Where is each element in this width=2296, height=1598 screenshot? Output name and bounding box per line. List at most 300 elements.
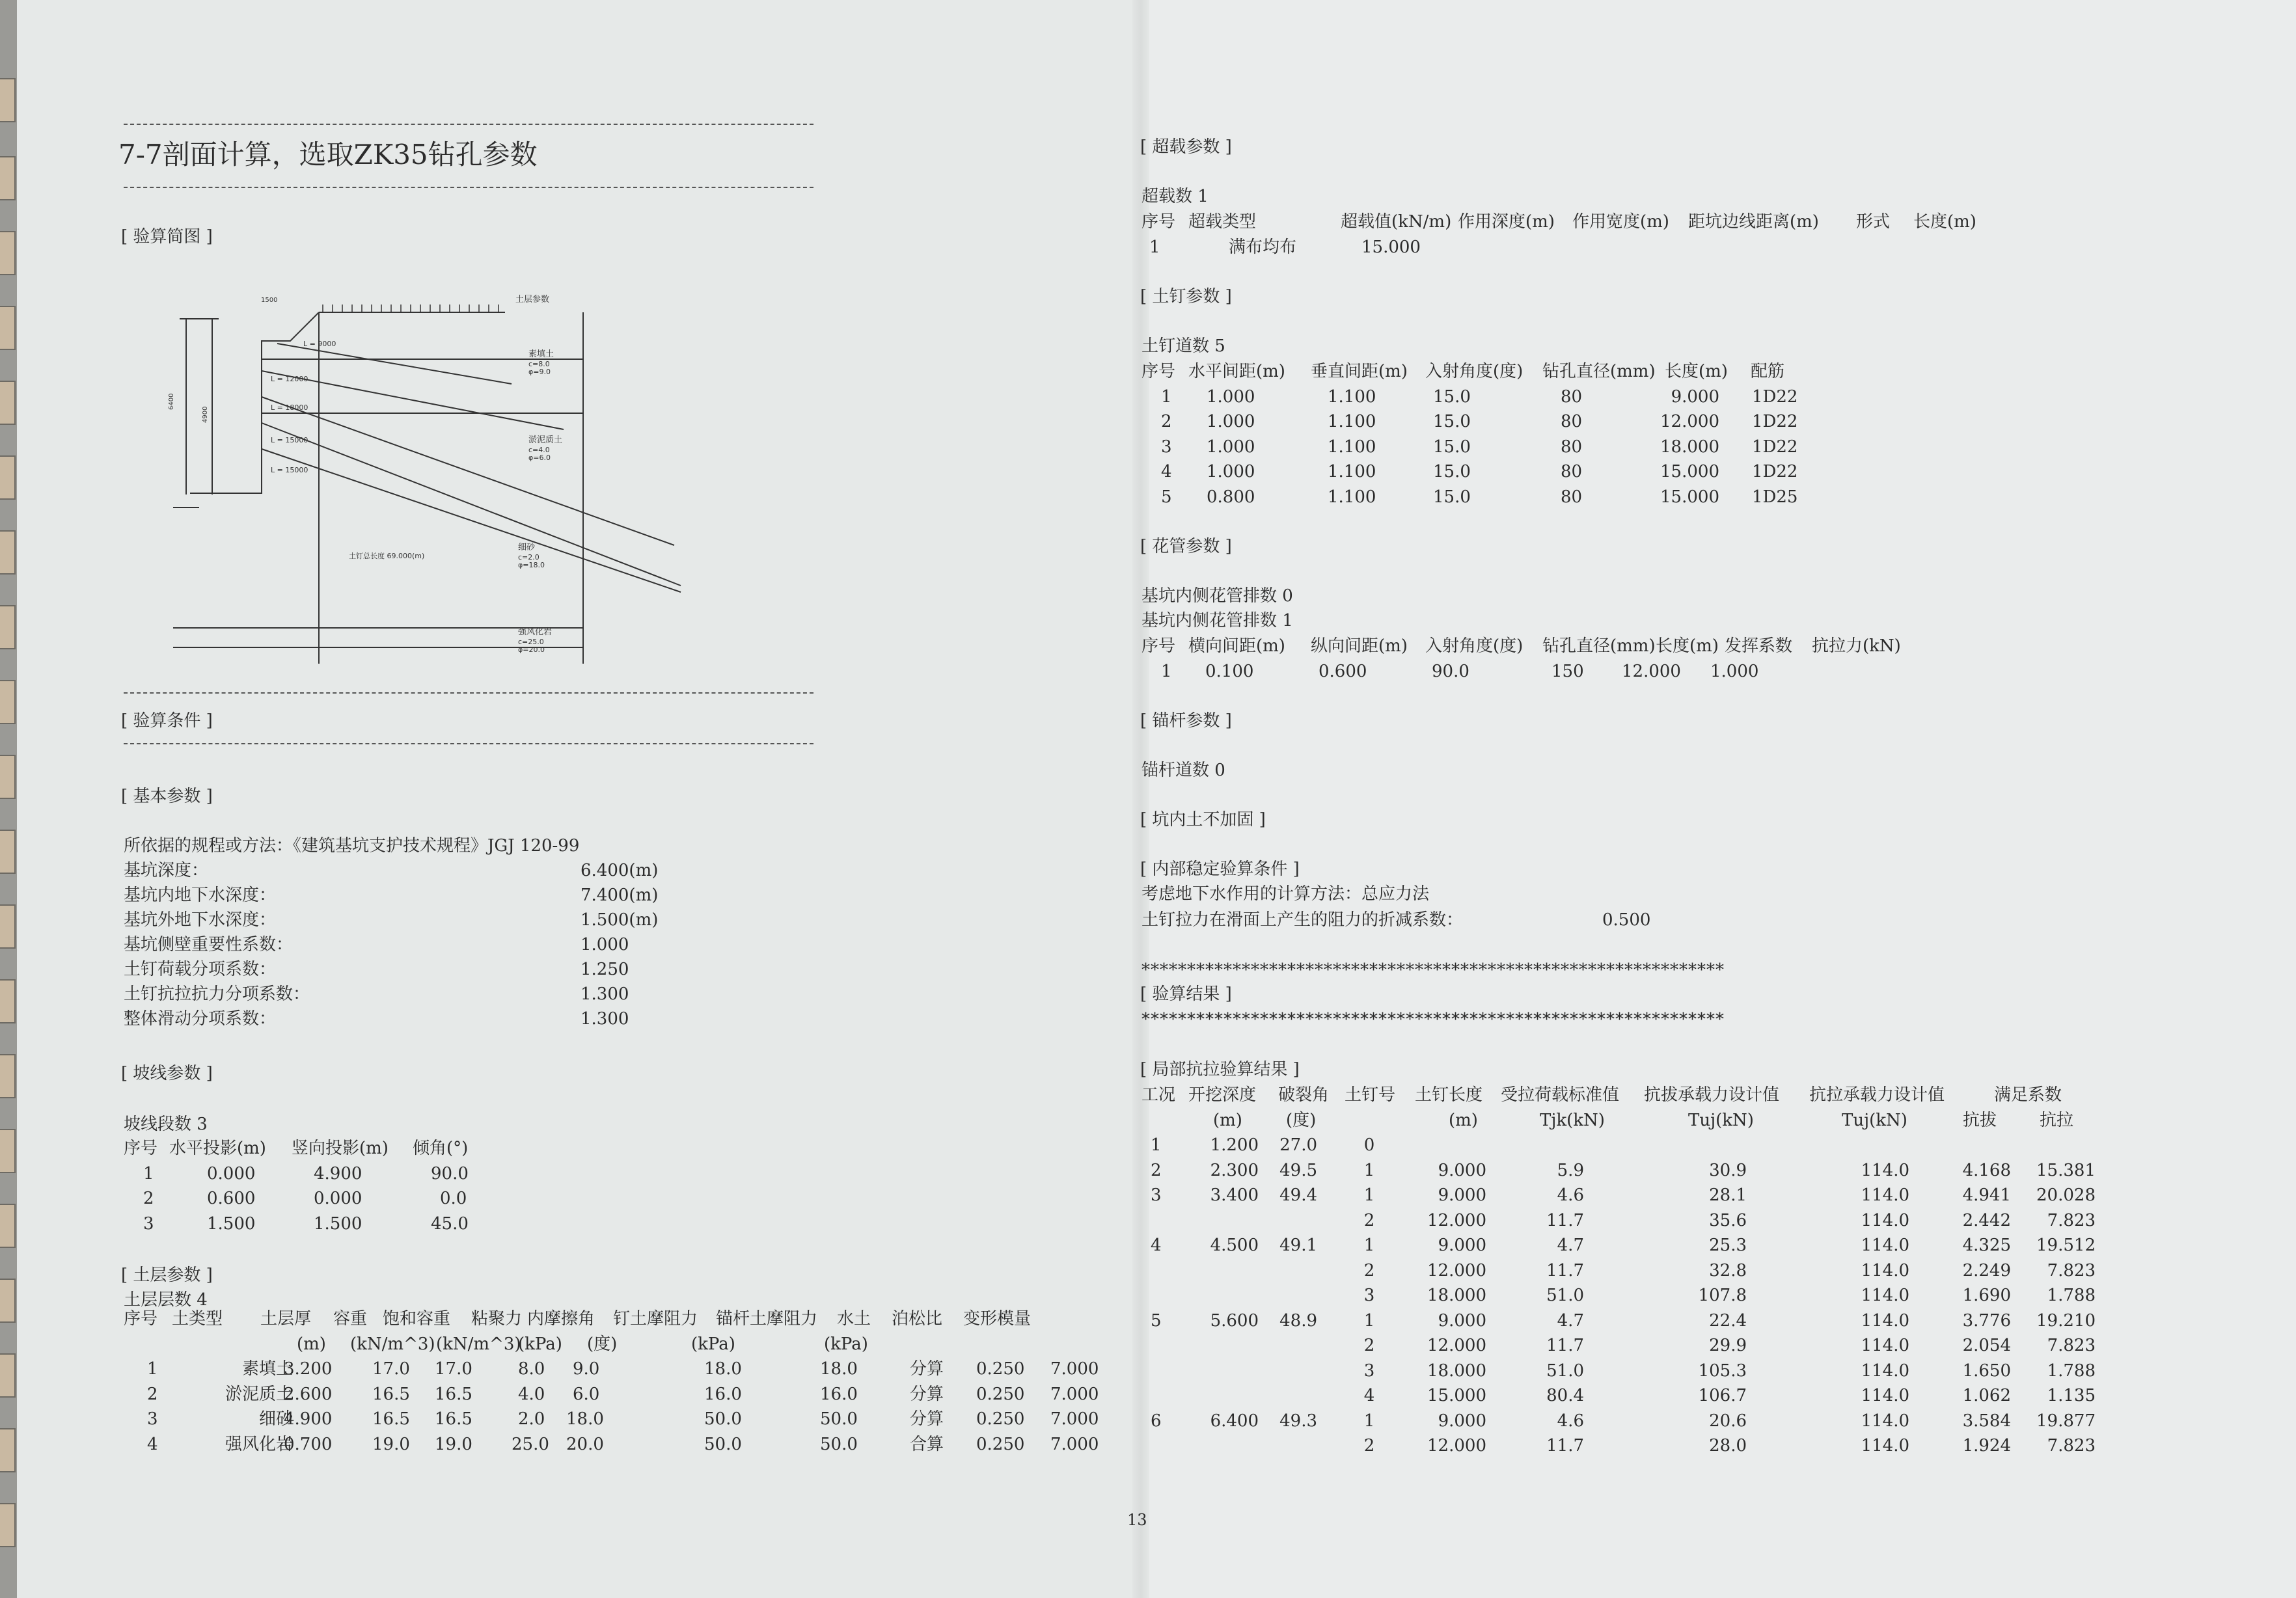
table-row <box>1141 1333 2118 1359</box>
table-cell: 7.000 <box>1050 1409 1099 1429</box>
table-cell: 11.7 <box>1546 1436 1584 1456</box>
table-cell: 20.028 <box>2036 1185 2096 1205</box>
table-cell: 1.788 <box>2047 1361 2096 1381</box>
table-cell: 4.7 <box>1557 1310 1584 1331</box>
table-cell: 114.0 <box>1861 1286 1909 1305</box>
pipe-table <box>1141 634 1922 684</box>
table-cell: 6.400 <box>1210 1411 1259 1431</box>
table-row <box>1141 235 2053 260</box>
table-cell: 7.823 <box>2047 1436 2096 1456</box>
table-cell: 114.0 <box>1861 1336 1909 1355</box>
table-cell: 4.500 <box>1210 1236 1259 1255</box>
column-header: 抗拉力(kN) <box>1812 636 1901 656</box>
table-cell: 7.000 <box>1050 1434 1099 1454</box>
table-cell: 满布均布 <box>1229 237 1297 257</box>
table-cell: 7.823 <box>2047 1210 2096 1230</box>
column-header: 竖向投影(m) <box>292 1139 389 1158</box>
table-cell: 50.0 <box>820 1409 858 1429</box>
table-cell: 49.1 <box>1279 1236 1317 1255</box>
table-cell: 4.6 <box>1557 1185 1584 1205</box>
column-header: 超载类型 <box>1188 212 1257 232</box>
nail-table <box>1141 359 1922 509</box>
right-page <box>1127 0 2296 1598</box>
table-cell: 4.900 <box>284 1409 333 1429</box>
table-cell: 5.600 <box>1210 1310 1259 1331</box>
table-header-row <box>124 1136 514 1161</box>
table-cell: 50.0 <box>820 1434 858 1454</box>
column-header: 入射角度(度) <box>1425 636 1524 656</box>
table-cell: 2.0 <box>518 1409 545 1429</box>
table-cell: 4.0 <box>518 1384 545 1404</box>
conditions-section-heading: [ 验算条件 ] <box>121 711 213 731</box>
table-cell: 6.0 <box>573 1384 600 1404</box>
table-cell: 32.8 <box>1709 1260 1747 1280</box>
table-cell: 2 <box>143 1189 154 1208</box>
table-cell: 1.100 <box>1328 386 1376 407</box>
table-cell: 15.0 <box>1433 412 1471 431</box>
table-cell: 4.900 <box>314 1163 362 1184</box>
nail-section-heading: [ 土钉参数 ] <box>1140 287 1232 306</box>
slope-table <box>124 1136 514 1236</box>
diagram-top-label: 土层参数 <box>515 295 550 305</box>
diagram-layer4-c: c=25.0 <box>518 638 544 646</box>
table-cell: 114.0 <box>1861 1411 1909 1431</box>
column-header: 土钉长度 <box>1415 1085 1483 1105</box>
table-row <box>1141 1233 2118 1258</box>
anchor-count: 锚杆道数 0 <box>1141 761 1225 780</box>
stability-reduce-label: 土钉拉力在滑面上产生的阻力的折减系数： <box>1141 910 1464 930</box>
table-header-row <box>124 1307 1113 1332</box>
table-cell: 9.0 <box>573 1359 600 1379</box>
table-cell: 105.3 <box>1698 1361 1747 1381</box>
table-cell: 17.0 <box>372 1359 410 1379</box>
pipe-outer-count: 基坑内侧花管排数 1 <box>1141 611 1293 630</box>
surcharge-section-heading: [ 超载参数 ] <box>1140 137 1232 157</box>
table-cell: 3 <box>1363 1286 1375 1305</box>
table-cell: 12.000 <box>1427 1210 1486 1230</box>
column-header: 粘聚力 <box>471 1309 523 1329</box>
table-row <box>124 1212 514 1237</box>
table-cell: 1 <box>1161 386 1172 407</box>
table-row <box>124 1186 514 1212</box>
table-cell: 80 <box>1561 412 1583 431</box>
column-header: (kPa) <box>691 1334 735 1354</box>
column-header: 横向间距(m) <box>1188 636 1285 656</box>
basic-param-label: 基坑侧壁重要性系数： <box>124 935 294 955</box>
table-cell: 114.0 <box>1861 1386 1909 1405</box>
column-header: Tjk(kN) <box>1540 1110 1605 1130</box>
column-header: (kPa) <box>824 1334 868 1354</box>
column-header: 内摩擦角 <box>527 1309 595 1329</box>
table-cell: 2 <box>1161 412 1172 431</box>
table-cell: 0.250 <box>976 1434 1025 1454</box>
table-row <box>1141 409 1922 435</box>
table-cell: 1.100 <box>1328 437 1376 457</box>
column-header: 序号 <box>1141 636 1176 656</box>
column-header: (度) <box>1286 1110 1317 1130</box>
table-cell: 0.000 <box>207 1163 256 1184</box>
table-cell: 18.000 <box>1427 1286 1486 1305</box>
table-cell: 1 <box>1151 1135 1162 1155</box>
column-header: (kN/m^3) <box>436 1334 521 1354</box>
table-cell: 16.5 <box>372 1409 410 1429</box>
column-header: 作用深度(m) <box>1458 212 1555 232</box>
basic-param-value: 1.500(m) <box>581 910 659 930</box>
table-row <box>124 1161 514 1187</box>
table-cell: 15.381 <box>2036 1160 2096 1180</box>
column-header: 土钉号 <box>1345 1085 1396 1105</box>
table-cell: 1.000 <box>1207 437 1255 457</box>
table-cell: 18.0 <box>704 1359 742 1379</box>
column-header: 水平间距(m) <box>1188 362 1285 381</box>
left-page <box>17 0 1149 1598</box>
column-header: 倾角(°) <box>413 1139 469 1158</box>
table-cell: 25.3 <box>1709 1236 1747 1255</box>
column-header: 纵向间距(m) <box>1311 636 1408 656</box>
table-cell: 7.000 <box>1050 1359 1099 1379</box>
table-cell: 1 <box>147 1359 158 1379</box>
anchor-section-heading: [ 锚杆参数 ] <box>1140 711 1232 731</box>
table-cell: 90.0 <box>431 1163 469 1184</box>
table-cell: 2 <box>1363 1260 1375 1280</box>
table-cell: 0.0 <box>440 1189 467 1208</box>
nail-label-1: L = 9000 <box>303 340 336 348</box>
table-row <box>1141 1383 2118 1409</box>
column-header: 长度(m) <box>1656 636 1719 656</box>
page-title: 7-7剖面计算，选取ZK35钻孔参数 <box>118 139 538 170</box>
table-cell: 9.000 <box>1671 386 1719 407</box>
nail-count: 土钉道数 5 <box>1141 336 1225 356</box>
table-cell: 4 <box>1151 1236 1162 1255</box>
diagram-layer3-c: c=2.0 <box>518 553 540 562</box>
table-cell: 2.300 <box>1210 1160 1259 1180</box>
table-cell: 29.9 <box>1709 1336 1747 1355</box>
column-header: (m) <box>1449 1110 1478 1130</box>
table-cell: 16.5 <box>372 1384 410 1404</box>
basic-param-label: 基坑内地下水深度： <box>124 886 277 905</box>
table-row <box>1141 1208 2118 1234</box>
diagram-layer3: 细砂 <box>518 543 536 552</box>
basic-param-label: 土钉荷载分项系数： <box>124 960 277 979</box>
table-cell: 19.210 <box>2036 1310 2096 1331</box>
table-cell: 15.0 <box>1433 487 1471 507</box>
column-header: 作用宽度(m) <box>1572 212 1669 232</box>
table-cell: 1.000 <box>1710 661 1759 681</box>
column-header: 配筋 <box>1751 362 1785 381</box>
table-cell: 1.000 <box>1207 386 1255 407</box>
table-cell: 3 <box>147 1409 158 1429</box>
column-header: 泊松比 <box>892 1309 943 1329</box>
column-header: 超载值(kN/m) <box>1341 212 1452 232</box>
table-cell: 114.0 <box>1861 1436 1909 1456</box>
table-row <box>1141 1158 2118 1184</box>
column-header: (m) <box>297 1334 326 1354</box>
table-row <box>1141 1409 2118 1434</box>
table-row <box>1141 1433 2118 1459</box>
column-header: 满足系数 <box>1994 1085 2062 1105</box>
table-cell: 114.0 <box>1861 1210 1909 1230</box>
column-header: 抗拉承载力设计值 <box>1809 1085 1945 1105</box>
table-row <box>124 1357 1113 1382</box>
table-cell: 9.000 <box>1438 1185 1486 1205</box>
table-cell: 16.0 <box>820 1384 858 1404</box>
basic-param-label: 土钉抗拉抗力分项系数： <box>124 984 310 1004</box>
table-cell: 0.000 <box>314 1189 362 1208</box>
table-cell: 80.4 <box>1546 1386 1584 1405</box>
table-cell: 28.0 <box>1709 1436 1747 1456</box>
table-cell: 5 <box>1151 1310 1162 1331</box>
column-header: Tuj(kN) <box>1688 1110 1754 1130</box>
table-cell: 合算 <box>910 1434 944 1454</box>
table-cell: 1 <box>143 1163 154 1184</box>
column-header: 长度(m) <box>1913 212 1976 232</box>
table-header-row <box>1141 634 1922 659</box>
pit-section-heading: [ 坑内土不加固 ] <box>1140 810 1266 830</box>
table-cell: 0.250 <box>976 1359 1025 1379</box>
table-cell: 4.941 <box>1962 1185 2011 1205</box>
table-cell: 20.0 <box>566 1434 604 1454</box>
basic-param-label: 整体滑动分项系数： <box>124 1009 277 1029</box>
table-cell: 15.000 <box>1660 487 1719 507</box>
column-header: 水土 <box>837 1309 871 1329</box>
table-cell: 114.0 <box>1861 1160 1909 1180</box>
table-header-row <box>1141 210 2053 235</box>
table-cell: 7.823 <box>2047 1336 2096 1355</box>
table-cell: 1 <box>1363 1236 1375 1255</box>
basic-param-value: 1.300 <box>581 984 629 1004</box>
table-row <box>124 1407 1113 1432</box>
table-cell: 0.600 <box>1319 661 1367 681</box>
title-rule-bottom <box>124 187 813 188</box>
table-cell: 2.600 <box>284 1384 333 1404</box>
local-result-rows <box>1141 1133 2118 1459</box>
table-cell: 0.800 <box>1207 487 1255 507</box>
pipe-section-heading: [ 花管参数 ] <box>1140 537 1232 556</box>
dim-mid: 4900 <box>202 406 209 423</box>
table-cell: 1 <box>1149 237 1160 257</box>
table-cell: 1.500 <box>314 1213 362 1234</box>
basic-param-value: 1.250 <box>581 960 629 979</box>
basic-param-label: 基坑深度： <box>124 861 209 880</box>
table-cell: 分算 <box>910 1384 944 1404</box>
column-header: 抗拔 <box>1963 1110 1997 1130</box>
table-cell: 5 <box>1161 487 1172 507</box>
table-cell: 1D22 <box>1752 412 1798 431</box>
table-cell: 19.512 <box>2036 1236 2096 1255</box>
table-cell: 4.325 <box>1962 1236 2011 1255</box>
table-cell: 49.5 <box>1279 1160 1317 1180</box>
table-cell: 4.7 <box>1557 1236 1584 1255</box>
table-cell: 4.168 <box>1962 1160 2011 1180</box>
table-cell: 51.0 <box>1546 1361 1584 1381</box>
diagram-layer2: 淤泥质土 <box>528 435 563 445</box>
table-cell: 4 <box>1363 1386 1375 1405</box>
table-cell: 114.0 <box>1861 1310 1909 1331</box>
table-cell: 1D22 <box>1752 462 1798 481</box>
table-cell: 2 <box>1151 1160 1162 1180</box>
table-cell: 2 <box>1363 1336 1375 1355</box>
table-cell: 强风化岩 <box>225 1434 293 1454</box>
diagram-layer4-phi: φ=20.0 <box>518 645 545 654</box>
dim-left: 6400 <box>168 393 175 410</box>
dim-top: 1500 <box>261 297 278 304</box>
table-cell: 16.0 <box>704 1384 742 1404</box>
table-cell: 30.9 <box>1709 1160 1747 1180</box>
column-header: 入射角度(度) <box>1425 362 1524 381</box>
column-header: (度) <box>587 1334 618 1354</box>
column-header: (m) <box>1213 1110 1242 1130</box>
table-cell: 25.0 <box>512 1434 549 1454</box>
basic-param-label: 所依据的规程或方法：《建筑基坑支护技术规程》JGJ 120-99 <box>124 836 580 856</box>
table-cell: 114.0 <box>1861 1185 1909 1205</box>
table-cell: 2.442 <box>1962 1210 2011 1230</box>
table-cell: 1.135 <box>2047 1386 2096 1405</box>
table-cell: 9.000 <box>1438 1411 1486 1431</box>
table-cell: 2 <box>147 1384 158 1404</box>
table-cell: 17.0 <box>435 1359 472 1379</box>
table-cell: 1.200 <box>1210 1135 1259 1155</box>
table-cell: 15.0 <box>1433 462 1471 481</box>
diagram-layer2-phi: φ=6.0 <box>528 454 551 462</box>
nail-label-3: L = 18000 <box>271 403 308 412</box>
table-cell: 淤泥质土 <box>225 1384 293 1404</box>
table-cell: 1.100 <box>1328 412 1376 431</box>
page-number: 13 <box>1127 1511 1147 1529</box>
column-header: 钻孔直径(mm) <box>1542 636 1656 656</box>
rule-conditions-bottom <box>124 743 813 744</box>
table-cell: 50.0 <box>704 1409 742 1429</box>
table-cell: 28.1 <box>1709 1185 1747 1205</box>
diagram-layer4: 强风化岩 <box>518 627 553 637</box>
surcharge-count: 超载数 1 <box>1141 187 1209 206</box>
table-row <box>1141 1133 2118 1158</box>
diagram-layer2-c: c=4.0 <box>528 446 550 454</box>
table-cell: 49.3 <box>1279 1411 1317 1431</box>
table-cell: 49.4 <box>1279 1185 1317 1205</box>
table-cell: 107.8 <box>1698 1286 1747 1305</box>
table-cell: 3 <box>1151 1185 1162 1205</box>
table-cell: 45.0 <box>431 1213 469 1234</box>
table-cell: 150 <box>1551 661 1584 681</box>
stars-rule-bottom: **************************************************************** <box>1141 1010 1725 1029</box>
table-cell: 48.9 <box>1279 1310 1317 1331</box>
table-cell: 114.0 <box>1861 1260 1909 1280</box>
table-cell: 16.5 <box>435 1384 472 1404</box>
table-cell: 1.100 <box>1328 462 1376 481</box>
table-row <box>1141 1308 2118 1334</box>
basic-param-label: 基坑外地下水深度： <box>124 910 277 930</box>
table-cell: 15.000 <box>1660 462 1719 481</box>
column-header: 垂直间距(m) <box>1311 362 1408 381</box>
table-cell: 0.250 <box>976 1384 1025 1404</box>
column-header: 发挥系数 <box>1725 636 1793 656</box>
table-cell: 1.100 <box>1328 487 1376 507</box>
soil-section-heading: [ 土层参数 ] <box>121 1266 213 1285</box>
table-cell: 18.000 <box>1427 1361 1486 1381</box>
column-header: 工况 <box>1141 1085 1176 1105</box>
table-cell: 19.0 <box>435 1434 472 1454</box>
table-cell: 11.7 <box>1546 1260 1584 1280</box>
column-header: 钻孔直径(mm) <box>1542 362 1656 381</box>
table-cell: 5.9 <box>1557 1160 1584 1180</box>
table-cell: 1.650 <box>1962 1361 2011 1381</box>
stability-section-heading: [ 内部稳定验算条件 ] <box>1140 860 1300 879</box>
table-cell: 7.000 <box>1050 1384 1099 1404</box>
nail-total-note: 土钉总长度 69.000(m) <box>349 552 425 560</box>
table-cell: 1 <box>1363 1310 1375 1331</box>
column-header: (kN/m^3) <box>350 1334 435 1354</box>
column-header: 土层厚 <box>260 1309 312 1329</box>
diagram-section-heading: [ 验算简图 ] <box>121 227 213 247</box>
basic-param-value: 6.400(m) <box>581 861 659 880</box>
basic-section-heading: [ 基本参数 ] <box>121 787 213 806</box>
basic-param-value: 1.300 <box>581 1009 629 1029</box>
table-row <box>1141 1359 2118 1384</box>
table-cell: 114.0 <box>1861 1236 1909 1255</box>
table-cell: 80 <box>1561 487 1583 507</box>
table-row <box>1141 659 1922 684</box>
table-cell: 11.7 <box>1546 1210 1584 1230</box>
table-cell: 106.7 <box>1698 1386 1747 1405</box>
column-header: 受拉荷载标准值 <box>1501 1085 1620 1105</box>
table-row <box>1141 1258 2118 1284</box>
table-cell: 1D25 <box>1752 487 1798 507</box>
table-row <box>1141 485 1922 510</box>
stability-reduce-value: 0.500 <box>1602 910 1651 930</box>
table-cell: 0.600 <box>207 1189 256 1208</box>
table-cell: 素填土 <box>241 1359 293 1379</box>
table-cell: 80 <box>1561 437 1583 457</box>
table-cell: 19.877 <box>2036 1411 2096 1431</box>
table-header-row <box>1141 1108 2118 1133</box>
table-cell: 12.000 <box>1427 1436 1486 1456</box>
table-cell: 2 <box>1363 1436 1375 1456</box>
nail-label-2: L = 12000 <box>271 375 308 383</box>
table-cell: 8.0 <box>518 1359 545 1379</box>
local-section-heading: [ 局部抗拉验算结果 ] <box>1140 1060 1300 1079</box>
table-cell: 0.700 <box>284 1434 333 1454</box>
column-header: 水平投影(m) <box>169 1139 266 1158</box>
table-row <box>124 1382 1113 1407</box>
column-header: 序号 <box>1141 212 1176 232</box>
column-header: Tuj(kN) <box>1842 1110 1907 1130</box>
table-cell: 15.0 <box>1433 386 1471 407</box>
table-row <box>1141 435 1922 460</box>
table-cell: 9.000 <box>1438 1160 1486 1180</box>
table-cell: 15.000 <box>1427 1386 1486 1405</box>
table-row <box>1141 459 1922 485</box>
table-cell: 3 <box>1161 437 1172 457</box>
column-header: 形式 <box>1856 212 1891 232</box>
table-cell: 90.0 <box>1432 661 1469 681</box>
slope-section-heading: [ 坡线参数 ] <box>121 1064 213 1083</box>
diagram-layer1-phi: φ=9.0 <box>528 368 551 376</box>
column-header: 变形模量 <box>963 1309 1032 1329</box>
column-header: 锚杆土摩阻力 <box>716 1309 818 1329</box>
table-cell: 2 <box>1363 1210 1375 1230</box>
column-header: 距坑边线距离(m) <box>1688 212 1819 232</box>
table-cell: 1D22 <box>1752 386 1798 407</box>
stars-rule-top: **************************************************************** <box>1141 960 1725 980</box>
soil-table <box>124 1307 1113 1457</box>
table-cell: 3 <box>1363 1361 1375 1381</box>
table-cell: 80 <box>1561 462 1583 481</box>
table-cell: 18.0 <box>566 1409 604 1429</box>
table-cell: 1 <box>1363 1411 1375 1431</box>
table-cell: 0 <box>1363 1135 1375 1155</box>
section-diagram <box>147 273 785 677</box>
column-header: 序号 <box>124 1139 158 1158</box>
